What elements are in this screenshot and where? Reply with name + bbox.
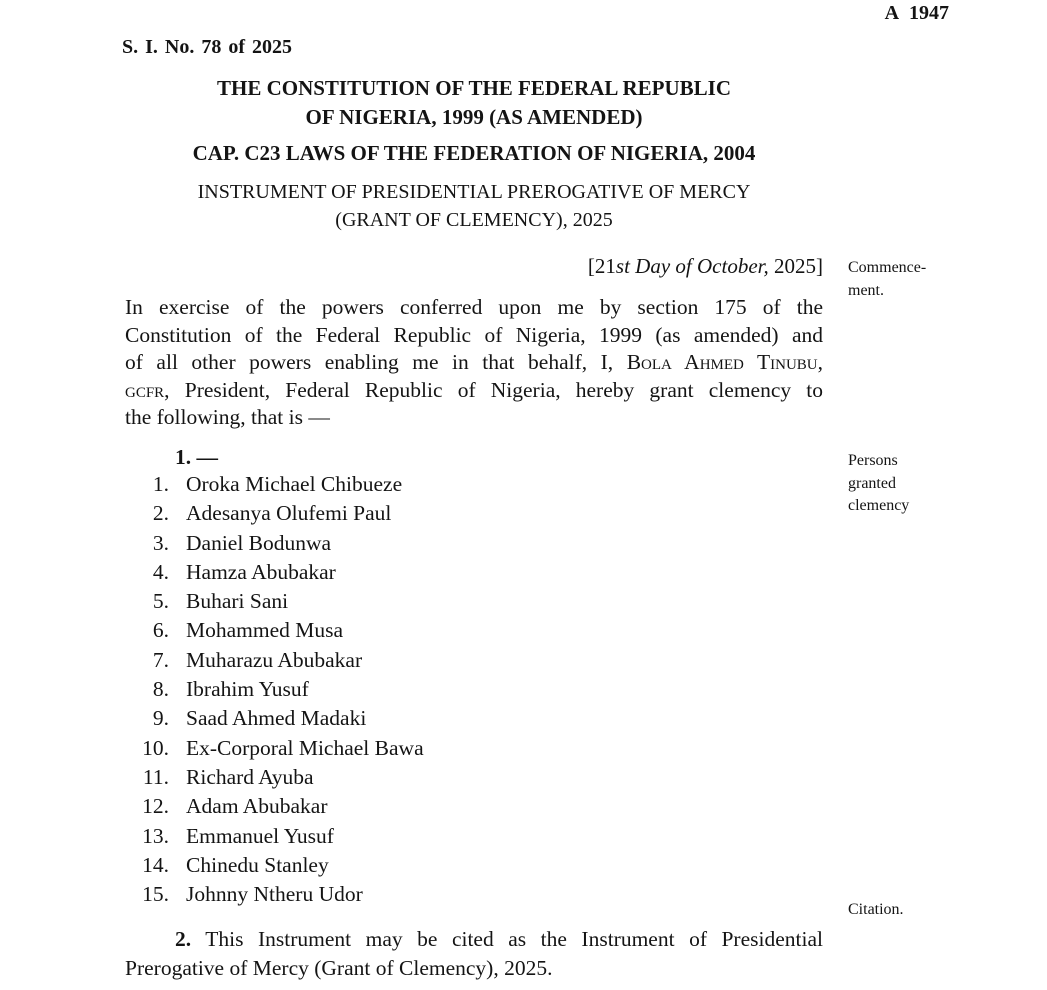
person-row [122, 765, 722, 794]
paragraph-line-3 [125, 349, 823, 377]
person-number: 14. [142, 852, 169, 877]
person-name: Richard Ayuba [186, 764, 314, 789]
person-row [122, 794, 722, 823]
person-row [122, 853, 722, 882]
paragraph-line-2: Constitution of the Federal Republic of Nigeria, 1999 (as amended) and [125, 322, 823, 347]
paragraph-line-3-text: of all other powers enabling me in that behalf, I, [125, 350, 627, 375]
date-bracket-close: 2025] [768, 254, 823, 278]
person-name: Adesanya Olufemi Paul [186, 501, 392, 526]
instrument-title-line2: (GRANT OF CLEMENCY), 2025 [335, 209, 613, 231]
paragraph-line-4 [125, 377, 823, 405]
section-1-marker: 1. — [175, 445, 218, 469]
person-name: Mohammed Musa [186, 618, 344, 643]
instrument-title-line1: INSTRUMENT OF PRESIDENTIAL PREROGATIVE OF MERCY [197, 181, 751, 203]
cap-heading: CAP. C23 LAWS OF THE FEDERATION OF NIGERIA, 2004 [192, 141, 756, 165]
commencement-date [125, 254, 823, 279]
paragraph-line-1: In exercise of the powers conferred upon me by section 175 of the [125, 295, 823, 319]
person-number: 12. [142, 794, 169, 819]
section-2-line-2: Prerogative of Mercy (Grant of Clemency), 2025. [125, 956, 553, 980]
constitution-title-line2: OF NIGERIA, 1999 (AS AMENDED) [305, 105, 643, 129]
person-number: 6. [152, 618, 169, 643]
president-name-smallcaps: Bola Ahmed Tinubu, [626, 350, 824, 375]
margin-note-commencement-line2: ment. [848, 281, 884, 299]
person-row [122, 560, 722, 589]
person-name: Ibrahim Yusuf [186, 677, 309, 702]
si-number-heading: S. I. No. 78 of 2025 [122, 36, 293, 58]
person-number: 3. [152, 530, 169, 555]
person-row [122, 618, 722, 647]
person-name: Adam Abubakar [186, 794, 328, 819]
person-name: Chinedu Stanley [186, 852, 329, 877]
person-row [122, 531, 722, 560]
person-number: 4. [152, 559, 169, 584]
margin-note-commencement-line1: Commence- [848, 259, 927, 276]
margin-note-commencement [848, 257, 944, 302]
section-2-paragraph [125, 925, 823, 983]
person-name: Johnny Ntheru Udor [186, 882, 363, 907]
person-name: Hamza Abubakar [186, 559, 336, 584]
section-2-line-1-text: This Instrument may be cited as the Instrument of Presidential [205, 927, 823, 951]
person-row [122, 472, 722, 501]
person-number: 5. [152, 589, 169, 614]
person-name: Muharazu Abubakar [186, 647, 363, 672]
person-row [122, 501, 722, 530]
person-number: 8. [152, 677, 169, 702]
person-row [122, 736, 722, 765]
person-name: Saad Ahmed Madaki [186, 706, 367, 731]
margin-note-citation: Citation. [848, 901, 904, 918]
person-row [122, 648, 722, 677]
person-number: 15. [142, 882, 169, 907]
person-name: Ex-Corporal Michael Bawa [186, 735, 424, 760]
person-row [122, 677, 722, 706]
paragraph-line-4-text: President, Federal Republic of Nigeria, hereby grant clemency to [184, 377, 824, 402]
person-number: 2. [152, 501, 169, 526]
person-number: 7. [152, 647, 169, 672]
person-name: Emmanuel Yusuf [186, 823, 334, 848]
paragraph-line-5: the following, that is — [125, 405, 330, 430]
person-number: 13. [142, 823, 169, 848]
person-row [122, 589, 722, 618]
person-row [122, 824, 722, 853]
person-name: Oroka Michael Chibueze [186, 472, 403, 496]
margin-note-persons-granted: Persons granted clemency [848, 452, 910, 514]
person-name: Daniel Bodunwa [186, 530, 332, 555]
date-italic-part: st Day of October, [615, 254, 769, 278]
person-name: Buhari Sani [186, 589, 289, 614]
section-2-marker: 2. [175, 927, 192, 951]
constitution-title-line1: THE CONSTITUTION OF THE FEDERAL REPUBLIC [216, 76, 732, 100]
opening-paragraph [125, 294, 823, 432]
person-row [122, 882, 722, 911]
date-bracket-open: [21 [587, 254, 616, 278]
person-number: 9. [152, 706, 169, 731]
section-2-line-1 [125, 925, 823, 954]
honours-smallcaps: gcfr, [125, 377, 170, 402]
person-number: 10. [142, 735, 169, 760]
person-row [122, 706, 722, 735]
persons-list [122, 472, 722, 911]
person-number: 11. [142, 764, 169, 789]
page-number: A 1947 [884, 2, 949, 24]
person-number: 1. [152, 472, 169, 496]
